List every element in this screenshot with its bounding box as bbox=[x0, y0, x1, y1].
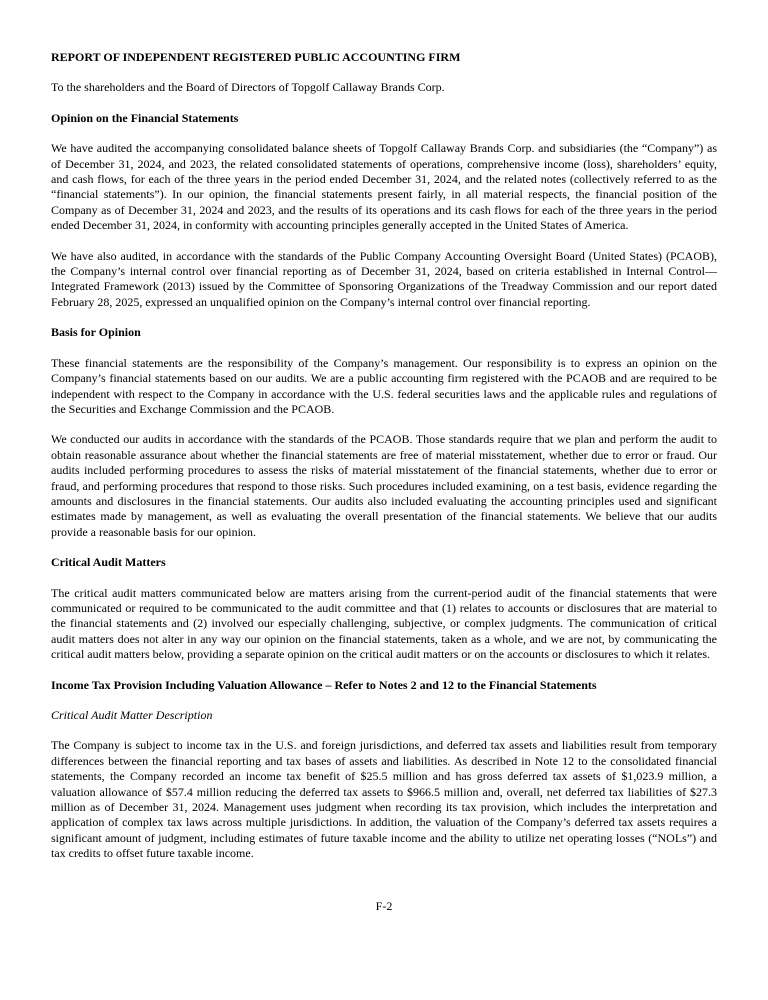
section-heading-basis-for-opinion: Basis for Opinion bbox=[51, 325, 141, 340]
section-heading-opinion: Opinion on the Financial Statements bbox=[51, 110, 239, 125]
section-heading-income-tax: Income Tax Provision Including Valuation Allowance – Refer to Notes 2 and 12 to the Financial Statements bbox=[51, 677, 597, 692]
paragraph-income-tax: The Company is subject to income tax in the U.S. and foreign jurisdictions, and deferred tax assets and liabilities result from temporary differences between the financial reporting and tax bases of assets and liabilities. As described in Note 12 to the consolidated financial statements, the Company recorded an income tax benefit of $25.5 million and has gross deferred tax assets of $1,023.9 million, a valuation allowance of $57.4 million reducing the deferred tax assets to $966.5 million and, overall, net deferred tax liabilities of $27.3 million as of December 31, 2024. Management uses judgment when recording its tax provision, which includes the interpretation and application of complex tax laws across multiple jurisdictions. In addition, the valuation of the Company’s deferred tax assets requires a significant amount of judgment, including estimates of future taxable income and the ability to utilize net operating losses (“NOLs”) and tax credits to offset future taxable income. bbox=[51, 738, 717, 861]
addressee-line: To the shareholders and the Board of Directors of Topgolf Callaway Brands Corp. bbox=[51, 80, 445, 95]
report-title: REPORT OF INDEPENDENT REGISTERED PUBLIC ACCOUNTING FIRM bbox=[51, 50, 461, 64]
section-heading-critical-audit-matters: Critical Audit Matters bbox=[51, 555, 166, 570]
page-number: F-2 bbox=[375, 898, 393, 913]
paragraph-opinion-2: We have also audited, in accordance with the standards of the Public Company Accounting Oversight Board (United States) (PCAOB), the Company’s internal control over financial reporting as of December 31, 2024, based on criteria established in Internal Control—Integrated Framework (2013) issued by the Committee of Sponsoring Organizations of the Treadway Commission and our report dated February 28, 2025, expressed an unqualified opinion on the Company’s internal control over financial reporting. bbox=[51, 248, 717, 309]
paragraph-opinion-1: We have audited the accompanying consolidated balance sheets of Topgolf Callaway Brands Corp. and subsidiaries (the “Company”) as of December 31, 2024, and 2023, the related consolidated statements of operations, comprehensive income (loss), shareholders’ equity, and cash flows, for each of the three years in the period ended December 31, 2024, and the related notes (collectively referred to as the “financial statements”). In our opinion, the financial statements present fairly, in all material respects, the financial position of the Company as of December 31, 2024 and 2023, and the results of its operations and its cash flows for each of the three years in the period ended December 31, 2024, in conformity with accounting principles generally accepted in the United States of America. bbox=[51, 141, 717, 233]
paragraph-basis-2: We conducted our audits in accordance with the standards of the PCAOB. Those standards require that we plan and perform the audit to obtain reasonable assurance about whether the financial statements are free of material misstatement, whether due to error or fraud. Our audits included performing procedures to assess the risks of material misstatement of the financial statements, whether due to error or fraud, and performing procedures that respond to those risks. Such procedures included examining, on a test basis, evidence regarding the amounts and disclosures in the financial statements. Our audits also included evaluating the accounting principles used and significant estimates made by management, as well as evaluating the overall presentation of the financial statements. We believe that our audits provide a reasonable basis for our opinion. bbox=[51, 432, 717, 539]
subheading-critical-audit-matter-description: Critical Audit Matter Description bbox=[51, 708, 213, 722]
paragraph-basis-1: These financial statements are the responsibility of the Company’s management. Our responsibility is to express an opinion on the Company’s financial statements based on our audits. We are a public accounting firm registered with the PCAOB and are required to be independent with respect to the Company in accordance with the U.S. federal securities laws and the applicable rules and regulations of the Securities and Exchange Commission and the PCAOB. bbox=[51, 355, 717, 416]
paragraph-critical-audit-matters: The critical audit matters communicated below are matters arising from the current-period audit of the financial statements that were communicated or required to be communicated to the audit committee and that (1) relates to accounts or disclosures that are material to the financial statements and (2) involved our especially challenging, subjective, or complex judgments. The communication of critical audit matters does not alter in any way our opinion on the financial statements, taken as a whole, and we are not, by communicating the critical audit matters below, providing a separate opinion on the critical audit matters or on the accounts or disclosures to which it relates. bbox=[51, 585, 717, 662]
